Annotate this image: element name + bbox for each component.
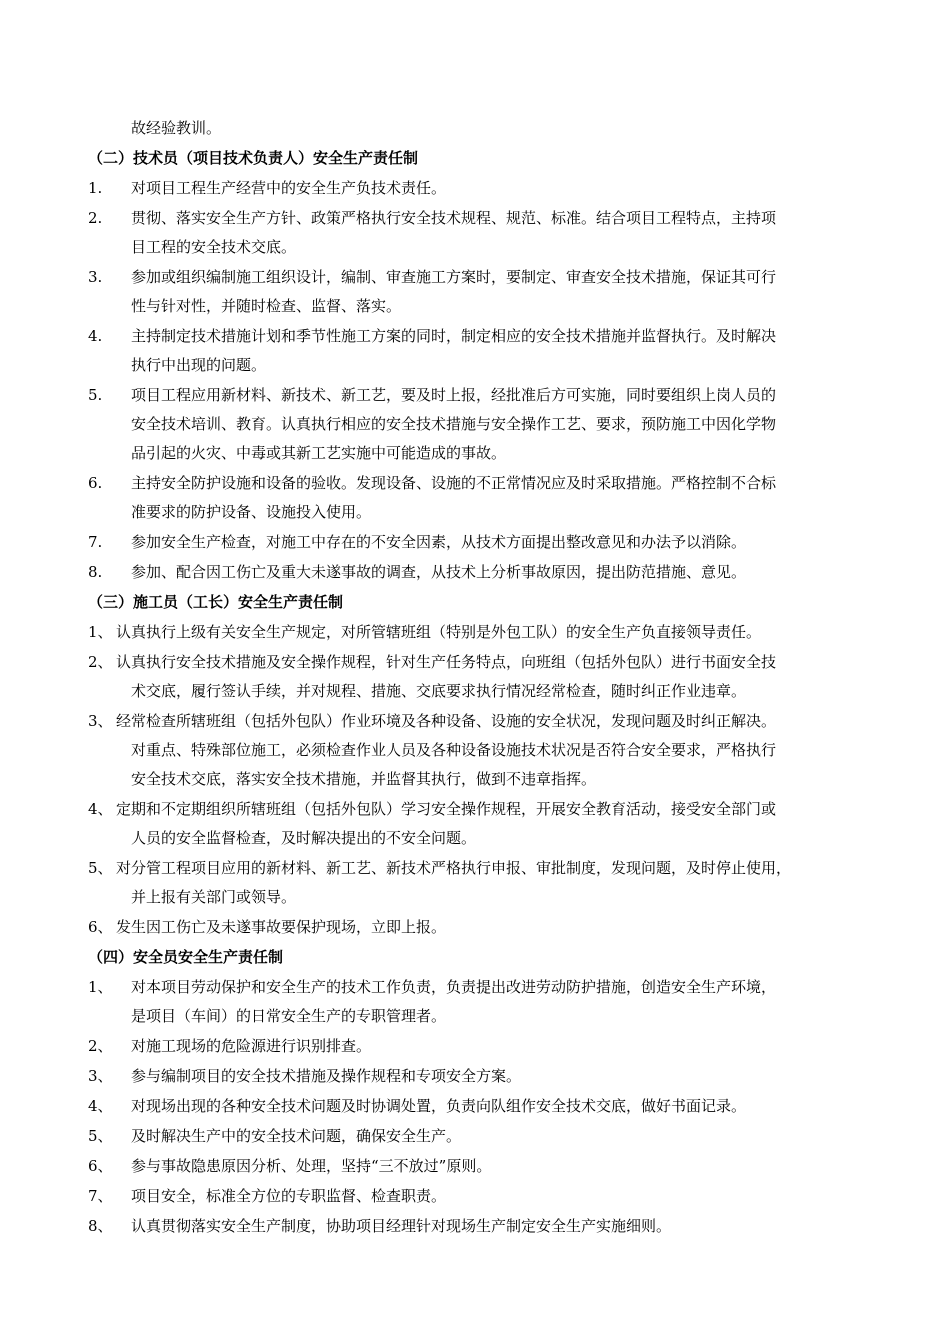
item-text: 性与针对性，并随时检查、监督、落实。	[131, 297, 402, 315]
item-text: 发生因工伤亡及未遂事故要保护现场，立即上报。	[116, 918, 447, 936]
item-text: 贯彻、落实安全生产方针、政策严格执行安全技术规程、规范、标准。结合项目工程特点，主持项	[131, 209, 777, 227]
item-text: 安全技术培训、教育。认真执行相应的安全技术措施与安全操作工艺、要求，预防施工中因化学物	[131, 415, 777, 433]
item-text: 认真贯彻落实安全生产制度，协助项目经理针对现场生产制定安全生产实施细则。	[131, 1217, 672, 1235]
item-number: 3、	[88, 1067, 113, 1085]
item-number: 8.	[88, 563, 103, 581]
item-number: 3.	[88, 268, 103, 286]
item-text: 参与编制项目的安全技术措施及操作规程和专项安全方案。	[131, 1067, 522, 1085]
item-text: 主持制定技术措施计划和季节性施工方案的同时，制定相应的安全技术措施并监督执行。及时解决	[131, 327, 777, 345]
section-heading: （二）技术员（项目技术负责人）安全生产责任制	[88, 149, 419, 167]
item-number: 4.	[88, 327, 103, 345]
item-number: 7.	[88, 533, 103, 551]
item-number: 1.	[88, 179, 103, 197]
intro-tail-text: 故经验教训。	[131, 119, 222, 137]
item-text: 参加、配合因工伤亡及重大未遂事故的调查，从技术上分析事故原因，提出防范措施、意见。	[131, 563, 747, 581]
item-text: 术交底，履行签认手续，并对规程、措施、交底要求执行情况经常检查，随时纠正作业违章。	[131, 682, 747, 700]
item-number: 8、	[88, 1217, 113, 1235]
item-text: 对分管工程项目应用的新材料、新工艺、新技术严格执行申报、审批制度，发现问题，及时停止使用，	[116, 859, 792, 877]
item-number: 6、	[88, 918, 113, 936]
item-number: 7、	[88, 1187, 113, 1205]
item-text: 对本项目劳动保护和安全生产的技术工作负责，负责提出改进劳动防护措施，创造安全生产环境，	[131, 978, 777, 996]
item-number: 1、	[88, 978, 113, 996]
item-number: 5.	[88, 386, 103, 404]
item-text: 是项目（车间）的日常安全生产的专职管理者。	[131, 1007, 447, 1025]
item-number: 2、	[88, 653, 113, 671]
item-text: 参与事故隐患原因分析、处理，坚持“三不放过”原则。	[131, 1157, 492, 1175]
item-text: 项目安全，标准全方位的专职监督、检查职责。	[131, 1187, 447, 1205]
item-text: 人员的安全监督检查，及时解决提出的不安全问题。	[131, 829, 477, 847]
item-number: 5、	[88, 859, 113, 877]
item-text: 准要求的防护设备、设施投入使用。	[131, 503, 372, 521]
item-text: 项目工程应用新材料、新技术、新工艺，要及时上报，经批准后方可实施，同时要组织上岗人员的	[131, 386, 777, 404]
item-text: 参加安全生产检查，对施工中存在的不安全因素，从技术方面提出整改意见和办法予以消除。	[131, 533, 747, 551]
item-text: 对施工现场的危险源进行识别排查。	[131, 1037, 372, 1055]
item-number: 2.	[88, 209, 103, 227]
item-text: 执行中出现的问题。	[131, 356, 267, 374]
item-number: 4、	[88, 800, 113, 818]
item-text: 对项目工程生产经营中的安全生产负技术责任。	[131, 179, 447, 197]
item-number: 5、	[88, 1127, 113, 1145]
item-number: 4、	[88, 1097, 113, 1115]
item-text: 经常检查所辖班组（包括外包队）作业环境及各种设备、设施的安全状况，发现问题及时纠正解决。	[116, 712, 777, 730]
item-number: 2、	[88, 1037, 113, 1055]
item-text: 目工程的安全技术交底。	[131, 238, 297, 256]
item-text: 对现场出现的各种安全技术问题及时协调处置，负责向队组作安全技术交底，做好书面记录。	[131, 1097, 747, 1115]
item-text: 认真执行上级有关安全生产规定，对所管辖班组（特别是外包工队）的安全生产负直接领导责任。	[116, 623, 762, 641]
item-text: 对重点、特殊部位施工，必须检查作业人员及各种设备设施技术状况是否符合安全要求，严格执行	[131, 741, 777, 759]
section-heading: （三）施工员（工长）安全生产责任制	[88, 593, 344, 611]
item-text: 安全技术交底，落实安全技术措施，并监督其执行，做到不违章指挥。	[131, 770, 597, 788]
item-text: 及时解决生产中的安全技术问题，确保安全生产。	[131, 1127, 462, 1145]
item-text: 认真执行安全技术措施及安全操作规程，针对生产任务特点，向班组（包括外包队）进行书面安全技	[116, 653, 777, 671]
item-number: 6.	[88, 474, 103, 492]
item-text: 并上报有关部门或领导。	[131, 888, 297, 906]
item-text: 品引起的火灾、中毒或其新工艺实施中可能造成的事故。	[131, 444, 507, 462]
item-number: 3、	[88, 712, 113, 730]
item-text: 参加或组织编制施工组织设计，编制、审查施工方案时，要制定、审查安全技术措施，保证其可行	[131, 268, 777, 286]
section-heading: （四）安全员安全生产责任制	[88, 948, 284, 966]
item-text: 主持安全防护设施和设备的验收。发现设备、设施的不正常情况应及时采取措施。严格控制不合标	[131, 474, 777, 492]
item-number: 6、	[88, 1157, 113, 1175]
item-number: 1、	[88, 623, 113, 641]
item-text: 定期和不定期组织所辖班组（包括外包队）学习安全操作规程，开展安全教育活动，接受安全部门或	[116, 800, 777, 818]
